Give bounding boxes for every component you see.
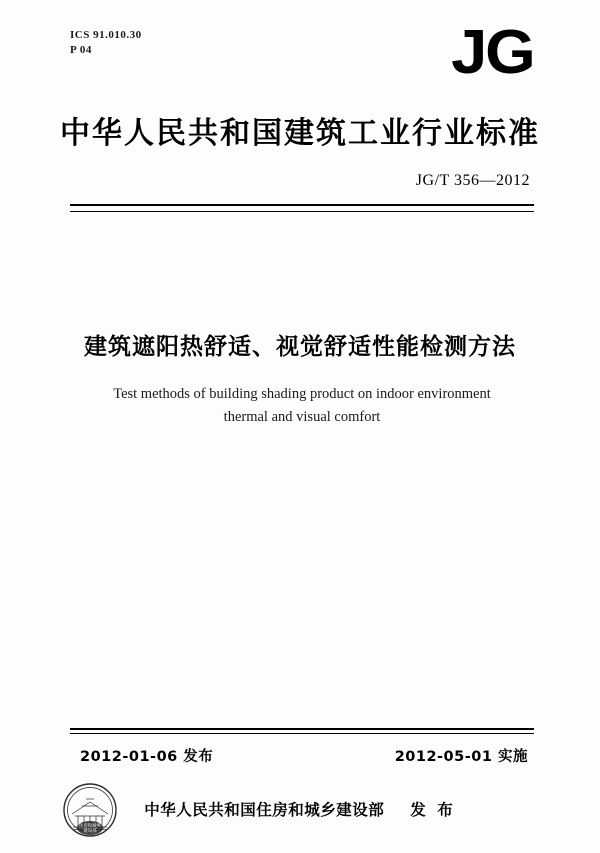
ics-classification-block [70,28,142,58]
divider-bottom-thin [70,733,534,734]
authority-title: 中华人民共和国建筑工业行业标准 [60,116,540,151]
category-code: P 04 [70,44,92,56]
seal-text-line-1: 住房和城乡 [79,824,101,829]
document-title-english [90,383,514,429]
divider-bottom-thick [70,728,534,730]
document-title-chinese: 建筑遮阳热舒适、视觉舒适性能检测方法 [84,334,516,360]
issuer-line [0,798,600,820]
divider-top-thick [70,204,534,206]
title-english-line-1: Test methods of building shading product on indoor environment [113,386,491,402]
standard-number: JG/T 356—2012 [415,172,530,189]
divider-top-thin [70,211,534,212]
publish-label: 发 布 [410,801,456,819]
issuer-name: 中华人民共和国住房和城乡建设部 [144,801,385,819]
seal-text-line-2: 建设部 [83,829,97,834]
issue-date: 2012-01-06 发布 [80,749,214,765]
ics-code: ICS 91.010.30 [70,29,142,41]
title-english-line-2: thermal and visual comfort [223,409,381,425]
jg-logo: JG [451,18,534,87]
effective-date: 2012-05-01 实施 [394,749,528,765]
